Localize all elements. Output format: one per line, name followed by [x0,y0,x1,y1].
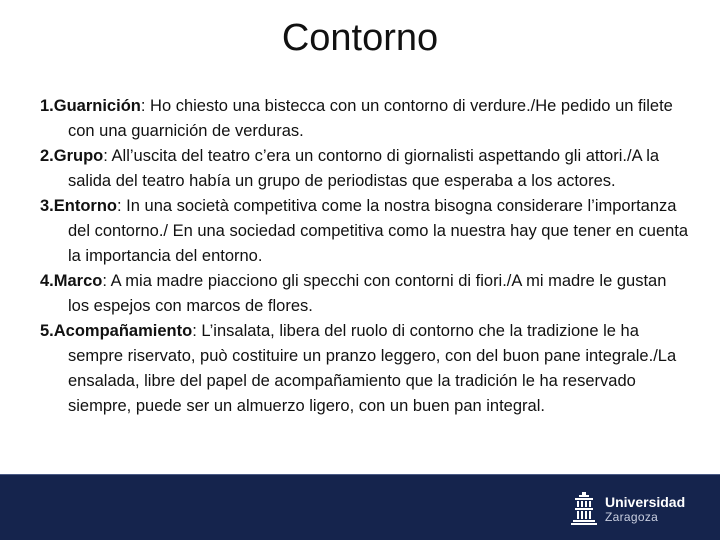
entry-text: : All’uscita del teatro c’era un contorno di giornalisti aspettando gli attori./A la salida del teatro había un grupo de periodistas que esperaba a los actores. [68,147,660,190]
entry-text: : In una società competitiva come la nostra bisogna considerare l’importanza del contorno./ En una sociedad competitiva como la nuestra hay que tener en cuenta la importancia del entorno. [68,197,689,265]
entry-term: 3.Entorno [40,197,117,215]
entry-text: : L’insalata, libera del ruolo di contorno che la tradizione le ha sempre riservato, può costituire un pranzo leggero, con del buon pane integrale./La ensalada, libre del papel de acompañamiento que la tradición le ha reservado siempre, puede ser un almuerzo ligero, con un buen pan integral. [68,322,677,415]
entry-entorno [40,194,692,269]
entry-list [40,94,692,419]
slide-title: Contorno [281,17,439,59]
entry-term: 1.Guarnición [40,97,141,115]
entry-term: 4.Marco [40,272,103,290]
entry-term: 2.Grupo [40,147,104,165]
entry-text: : A mia madre piacciono gli specchi con contorni di fiori./A mi madre le gustan los espejos con marcos de flores. [68,272,667,315]
entry-grupo [40,144,692,194]
logo-university-text: Universidad [605,494,686,510]
university-logo [571,491,685,527]
logo-city-text: Zaragoza [605,510,659,524]
entry-guarnicion [40,94,692,144]
entry-term: 5.Acompañamiento [40,322,193,340]
university-tower-icon [571,492,597,526]
entry-marco [40,269,692,319]
entry-acompanamiento [40,319,692,419]
footer-band [0,474,720,540]
entry-text: : Ho chiesto una bistecca con un contorno di verdure./He pedido un filete con una guarnición de verduras. [68,97,673,140]
